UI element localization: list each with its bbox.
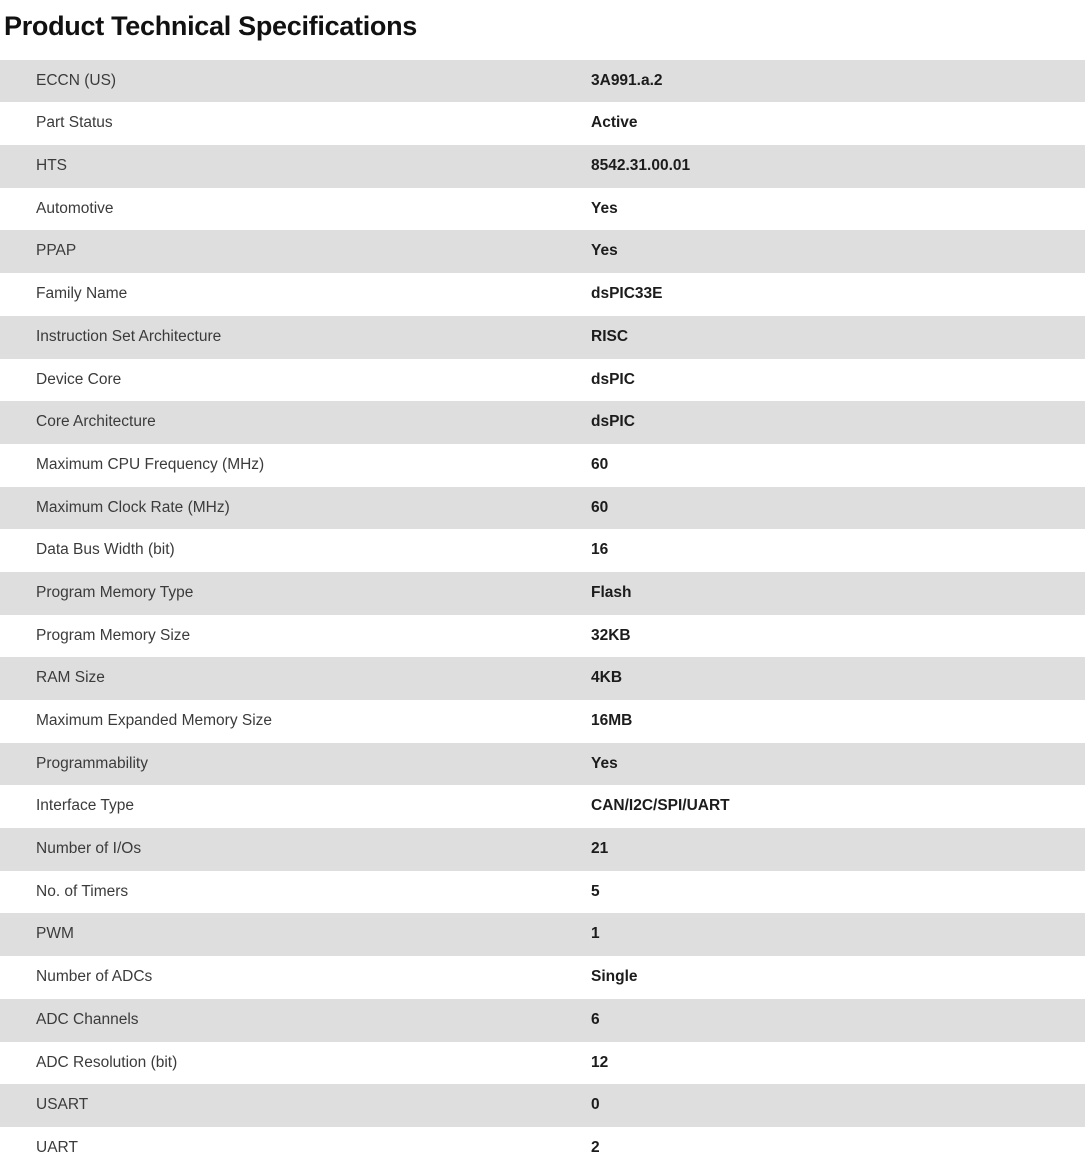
table-row (0, 828, 1085, 871)
spec-label: Instruction Set Architecture (36, 327, 222, 345)
spec-label: Device Core (36, 370, 122, 388)
spec-value: 1 (591, 925, 600, 943)
table-row (0, 999, 1085, 1042)
table-row (0, 444, 1085, 487)
spec-value: Single (591, 968, 638, 986)
spec-value: Active (591, 114, 638, 132)
page-title: Product Technical Specifications (4, 11, 418, 41)
spec-label: Programmability (36, 754, 148, 772)
table-row (0, 316, 1085, 359)
spec-label: Maximum CPU Frequency (MHz) (36, 455, 265, 473)
spec-label: USART (36, 1096, 89, 1114)
table-row (0, 359, 1085, 402)
table-row (0, 487, 1085, 530)
spec-value: Yes (591, 242, 618, 260)
spec-value: 12 (591, 1053, 609, 1071)
spec-value: 32KB (591, 626, 631, 644)
spec-label: Maximum Clock Rate (MHz) (36, 498, 230, 516)
spec-label: ADC Resolution (bit) (36, 1053, 178, 1071)
table-row (0, 913, 1085, 956)
spec-label: Interface Type (36, 797, 134, 815)
spec-value: 3A991.a.2 (591, 71, 663, 89)
spec-label: Program Memory Size (36, 626, 191, 644)
table-row (0, 401, 1085, 444)
spec-label: PWM (36, 925, 74, 943)
table-row (0, 700, 1085, 743)
spec-label: No. of Timers (36, 882, 129, 900)
table-row (0, 102, 1085, 145)
specifications-table-body (0, 60, 1085, 1170)
table-row (0, 60, 1085, 103)
spec-label: Core Architecture (36, 413, 156, 431)
spec-value: Yes (591, 199, 618, 217)
spec-value: 16 (591, 541, 609, 559)
table-row (0, 956, 1085, 999)
table-row (0, 230, 1085, 273)
table-row (0, 743, 1085, 786)
table-row (0, 188, 1085, 231)
spec-value: 0 (591, 1096, 600, 1114)
table-row (0, 572, 1085, 615)
spec-value: Flash (591, 583, 632, 601)
table-row (0, 145, 1085, 188)
table-row (0, 1042, 1085, 1085)
table-row (0, 657, 1085, 700)
spec-value: 8542.31.00.01 (591, 157, 691, 175)
spec-label: Automotive (36, 199, 114, 217)
spec-label: Part Status (36, 114, 113, 132)
spec-label: Program Memory Type (36, 583, 194, 601)
spec-label: Maximum Expanded Memory Size (36, 712, 273, 730)
spec-value: 4KB (591, 669, 623, 687)
table-row (0, 1127, 1085, 1170)
table-row (0, 871, 1085, 914)
spec-value: 60 (591, 455, 609, 473)
spec-value: 2 (591, 1138, 600, 1156)
spec-label: UART (36, 1138, 78, 1156)
specifications-table (0, 60, 1085, 1170)
spec-value: 21 (591, 840, 609, 858)
table-row (0, 615, 1085, 658)
table-row (0, 1084, 1085, 1127)
spec-label: Number of ADCs (36, 968, 153, 986)
spec-value: 16MB (591, 712, 633, 730)
spec-label: RAM Size (36, 669, 105, 687)
spec-value: 60 (591, 498, 609, 516)
spec-value: dsPIC (591, 370, 635, 388)
spec-label: ADC Channels (36, 1010, 139, 1028)
table-row (0, 785, 1085, 828)
spec-label: Number of I/Os (36, 840, 142, 858)
table-row (0, 529, 1085, 572)
spec-value: dsPIC (591, 413, 635, 431)
spec-label: ECCN (US) (36, 71, 117, 89)
spec-value: Yes (591, 754, 618, 772)
spec-label: Data Bus Width (bit) (36, 541, 175, 559)
spec-label: HTS (36, 157, 67, 175)
spec-value: dsPIC33E (591, 285, 663, 303)
spec-value: 6 (591, 1010, 600, 1028)
spec-value: CAN/I2C/SPI/UART (591, 797, 730, 815)
spec-value: RISC (591, 327, 629, 345)
spec-value: 5 (591, 882, 600, 900)
table-row (0, 273, 1085, 316)
spec-label: PPAP (36, 242, 77, 260)
spec-label: Family Name (36, 285, 128, 303)
